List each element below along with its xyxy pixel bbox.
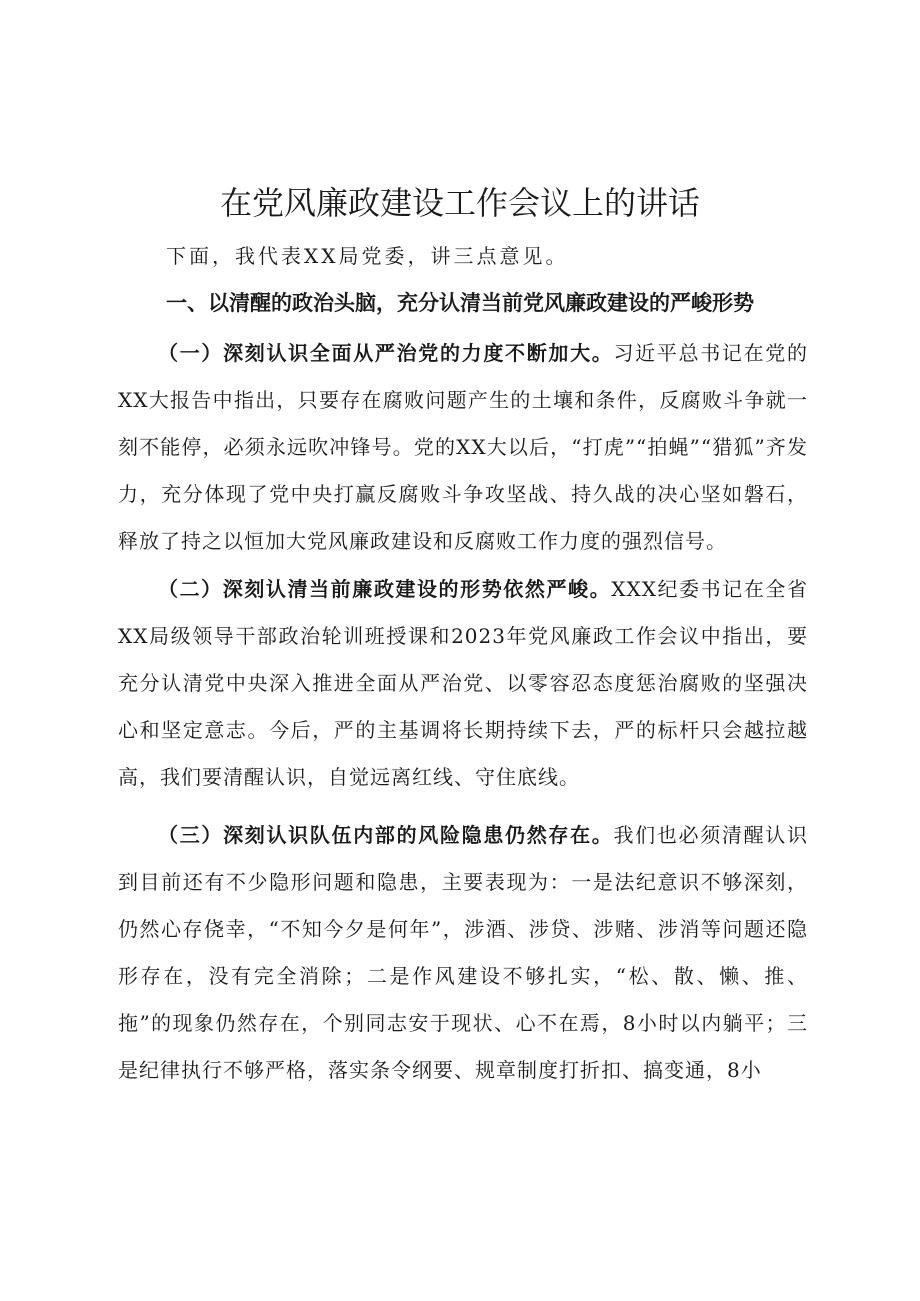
- intro-paragraph: 下面，我代表XX局党委，讲三点意见。: [166, 244, 569, 268]
- paragraph-3: [118, 812, 808, 1094]
- paragraph-3-lead: （三）深刻认识队伍内部的风险隐患仍然存在。: [158, 823, 614, 847]
- paragraph-2-body: XXX纪委书记在全省XX局级领导干部政治轮训班授课和2023年党风廉政工作会议中指出，要充分认清党中央深入推进全面从严治党、以零容忍态度惩治腐败的坚强决心和坚定意志。今后，严的主基调将长期持续下去，严的标杆只会越拉越高，我们要清醒认识，自觉远离红线、守住底线。: [118, 577, 809, 789]
- paragraph-3-body: 我们也必须清醒认识到目前还有不少隐形问题和隐患，主要表现为：一是法纪意识不够深刻，仍然心存侥幸，“不知今夕是何年”，涉酒、涉贷、涉赌、涉消等问题还隐形存在，没有完全消除；二是作风建设不够扎实，“松、散、懒、推、拖”的现象仍然存在，个别同志安于现状、心不在焉，8小时以内躺平；三是纪律执行不够严格，落实条令纲要、规章制度打折扣、搞变通，8小: [118, 823, 809, 1082]
- paragraph-1-body: 习近平总书记在党的XX大报告中指出，只要存在腐败问题产生的土壤和条件，反腐败斗争就一刻不能停，必须永远吹冲锋号。党的XX大以后，“打虎”“拍蝇”“猎狐”齐发力，充分体现了党中央打赢反腐败斗争攻坚战、持久战的决心坚如磐石，释放了持之以恒加大党风廉政建设和反腐败工作力度的强烈信号。: [118, 341, 809, 553]
- paragraph-2-lead: （二）深刻认清当前廉政建设的形势依然严峻。: [158, 577, 612, 601]
- paragraph-2: [118, 566, 808, 801]
- document-title: 在党风廉政建设工作会议上的讲话: [219, 184, 700, 222]
- paragraph-1-lead: （一）深刻认识全面从严治党的力度不断加大。: [158, 341, 614, 365]
- paragraph-1: [118, 330, 808, 565]
- section-heading: 一、以清醒的政治头脑，充分认清当前党风廉政建设的严峻形势: [166, 291, 754, 315]
